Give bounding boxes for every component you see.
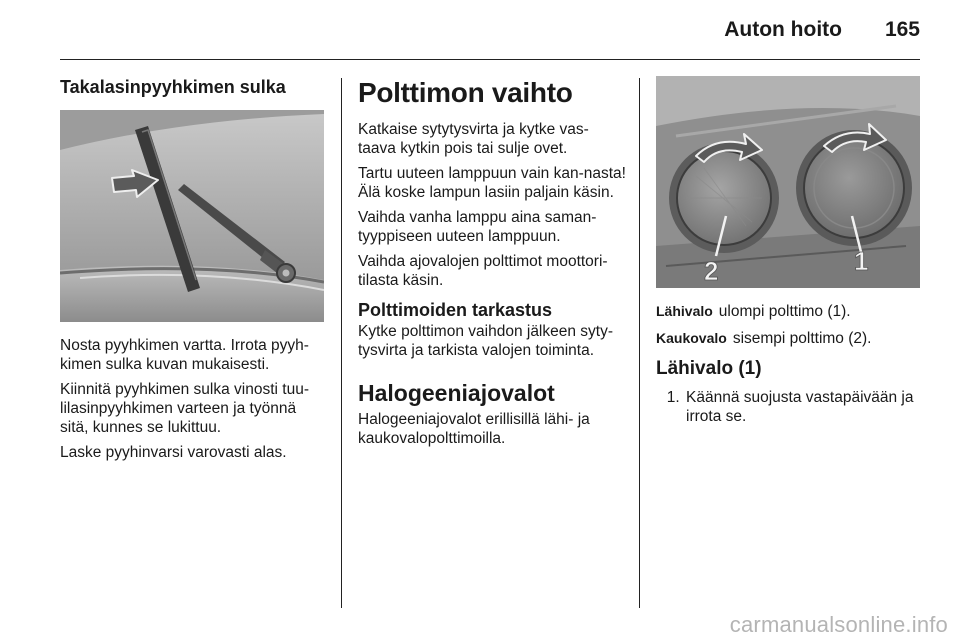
low-beam-steps <box>656 388 922 426</box>
definition-term: Kaukovalo <box>656 330 727 346</box>
bulb-para-2: Tartu uuteen lamppuun vain kan-nasta! Älä koske lampun lasiin paljain käsin. <box>358 165 626 201</box>
rear-wiper-step-3: Laske pyyhinvarsi varovasti alas. <box>60 444 287 461</box>
headlamp-illustration <box>656 76 920 288</box>
definition-high-beam <box>656 329 922 348</box>
rear-wiper-step-2: Kiinnitä pyyhkimen sulka vinosti tuu-lilasinpyyhkimen varteen ja työnnä sitä, kunnes se lukittuu. <box>60 381 309 436</box>
page-number: 165 <box>884 18 920 41</box>
definition-text: sisempi polttimo (2). <box>732 330 872 347</box>
bulb-check-heading: Polttimoiden tarkastus <box>358 300 553 320</box>
bulb-replacement-heading: Polttimon vaihto <box>358 77 573 108</box>
definition-low-beam <box>656 302 922 321</box>
column-divider-1 <box>341 78 342 608</box>
header-rule <box>60 59 920 60</box>
low-beam-step-1: 1. Käännä suojusta vastapäivään ja irrota se. <box>684 388 922 426</box>
section-title: Auton hoito <box>724 18 842 41</box>
column-rear-wiper <box>60 76 328 468</box>
bulb-check-text: Kytke polttimon vaihdon jälkeen syty-tysvirta ja tarkista valojen toiminta. <box>358 323 614 359</box>
bulb-para-1: Katkaise sytytysvirta ja kytke vas-taava kytkin pois tai sulje ovet. <box>358 121 589 157</box>
bulb-para-4: Vaihda ajovalojen polttimot moottori-tilasta käsin. <box>358 253 608 289</box>
callout-1: 1 <box>854 246 869 276</box>
rear-wiper-step-1: Nosta pyyhkimen vartta. Irrota pyyh-kimen sulka kuvan mukaisesti. <box>60 337 309 373</box>
low-beam-heading: Lähivalo (1) <box>656 358 762 379</box>
column-low-beam <box>656 76 922 426</box>
definition-text: ulompi polttimo (1). <box>718 303 851 320</box>
halogen-heading: Halogeeniajovalot <box>358 380 555 406</box>
halogen-text: Halogeeniajovalot erillisillä lähi- ja kaukovalopolttimoilla. <box>358 411 590 447</box>
watermark: carmanualsonline.info <box>729 612 948 637</box>
callout-2: 2 <box>704 256 719 286</box>
rear-wiper-heading: Takalasinpyyhkimen sulka <box>60 77 286 97</box>
column-divider-2 <box>639 78 640 608</box>
column-bulb-replacement <box>358 76 626 448</box>
bulb-para-3: Vaihda vanha lamppu aina saman-tyyppiseen uuteen lamppuun. <box>358 209 597 245</box>
rear-wiper-illustration <box>60 110 324 322</box>
definition-term: Lähivalo <box>656 303 713 319</box>
